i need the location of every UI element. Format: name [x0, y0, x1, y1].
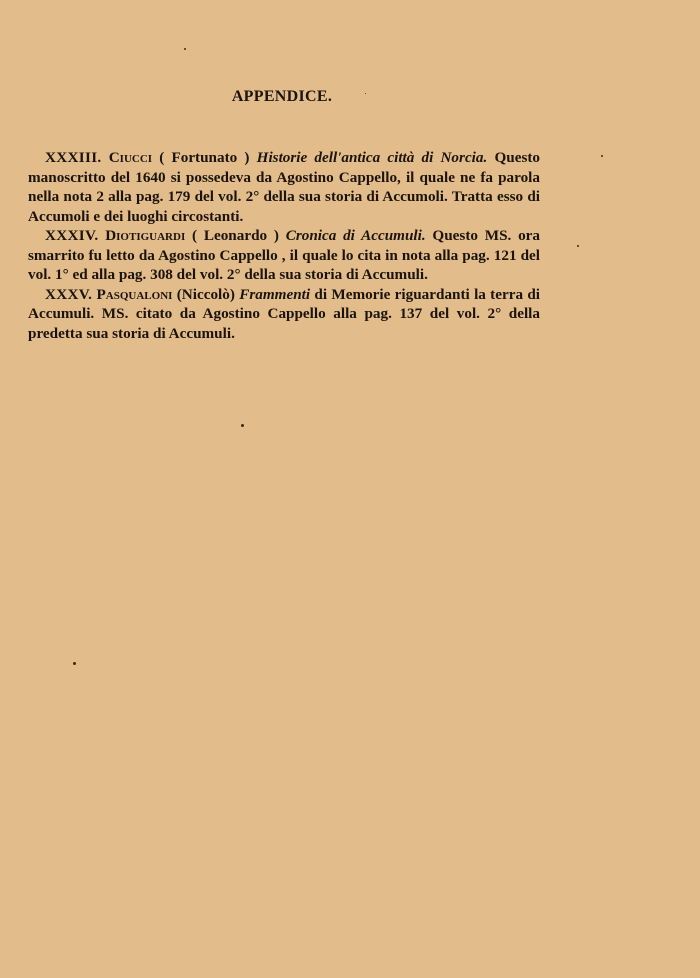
entry-body: Questo MS. ora smarrito fu letto da Agostino Cappello , il quale lo cita in nota alla pag. 121 del vol. 1° ed alla pag. 308 del vol. 2° della sua storia di Accumuli. — [28, 227, 541, 283]
entry-number: XXXIII. — [45, 149, 102, 166]
paper-speck — [601, 155, 603, 157]
work-title: Frammenti — [239, 285, 311, 303]
bibliography-entries — [28, 148, 540, 343]
author-name: (Niccolò) — [176, 285, 235, 303]
author-surname: Ciucci — [108, 149, 153, 166]
page-title: APPENDICE. — [231, 88, 333, 105]
author-surname: Diotiguardi — [105, 227, 186, 244]
author-name: ( Leonardo ) — [192, 227, 279, 244]
bibliography-entry — [28, 226, 540, 285]
work-title: Historie dell'antica città di Norcia. — [256, 149, 488, 166]
entry-body: di Memorie riguardanti la terra di Accumuli. MS. citato da Agostino Cappello alla pag. 137 del vol. 2° della predetta sua storia di Accumuli. — [28, 285, 541, 342]
entry-number: XXXV. — [45, 285, 93, 303]
paper-speck — [73, 662, 76, 665]
paper-speck — [241, 424, 244, 427]
work-title: Cronica di Accumuli. — [285, 227, 426, 244]
paper-speck — [365, 93, 366, 94]
author-name: ( Fortunato ) — [159, 149, 250, 166]
entry-body: Questo manoscritto del 1640 si possedeva da Agostino Cappello, il quale ne fa parola nella nota 2 alla pag. 179 del vol. 2° della sua storia di Accumoli. Tratta esso di Accumoli e dei luoghi circostanti. — [28, 149, 541, 225]
bibliography-entry — [28, 148, 540, 226]
paper-speck — [184, 48, 186, 50]
author-surname: Pasqualoni — [96, 285, 173, 303]
paper-speck — [577, 245, 579, 247]
bibliography-entry — [28, 285, 540, 344]
entry-number: XXXIV. — [45, 227, 99, 244]
